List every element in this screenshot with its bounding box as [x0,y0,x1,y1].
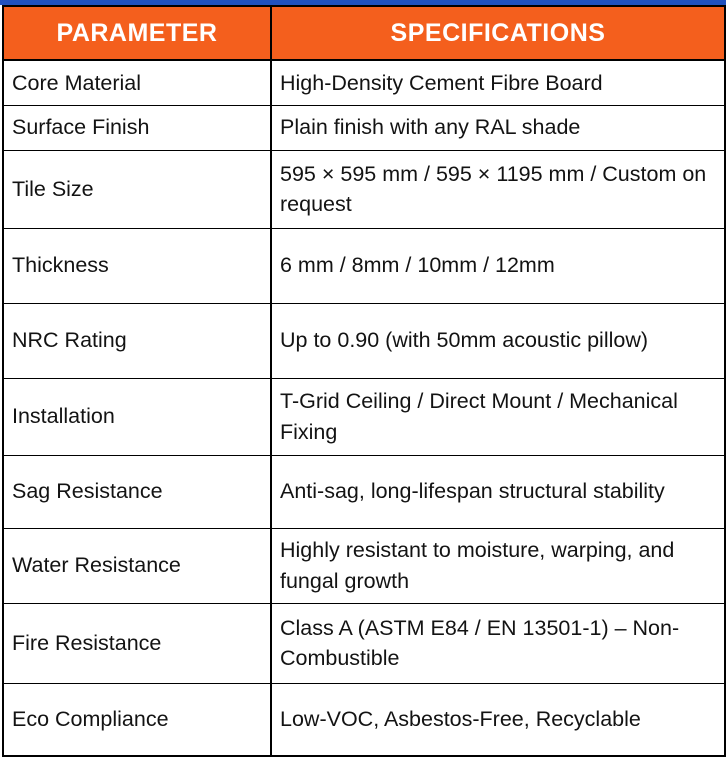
spec-table [2,5,726,757]
parameter-cell: Fire Resistance [3,603,271,683]
header-specifications: SPECIFICATIONS [271,6,725,60]
header-parameter: PARAMETER [3,6,271,60]
specification-cell: Up to 0.90 (with 50mm acoustic pillow) [271,303,725,378]
parameter-cell: NRC Rating [3,303,271,378]
table-row [3,60,725,105]
specification-cell: Class A (ASTM E84 / EN 13501-1) – Non-Combustible [271,603,725,683]
table-row [3,455,725,528]
table-row [3,150,725,228]
specification-cell: Highly resistant to moisture, warping, and fungal growth [271,528,725,603]
parameter-cell: Surface Finish [3,105,271,150]
table-row [3,528,725,603]
parameter-cell: Installation [3,378,271,455]
specification-cell: High-Density Cement Fibre Board [271,60,725,105]
table-row [3,228,725,303]
parameter-cell: Core Material [3,60,271,105]
table-row [3,603,725,683]
specification-cell: 595 × 595 mm / 595 × 1195 mm / Custom on request [271,150,725,228]
parameter-cell: Thickness [3,228,271,303]
header-row [3,6,725,60]
specification-cell: Low-VOC, Asbestos-Free, Recyclable [271,683,725,756]
specification-cell: T-Grid Ceiling / Direct Mount / Mechanical Fixing [271,378,725,455]
table-body [3,60,725,756]
parameter-cell: Tile Size [3,150,271,228]
table-row [3,683,725,756]
table-row [3,303,725,378]
specification-cell: Plain finish with any RAL shade [271,105,725,150]
specification-cell: 6 mm / 8mm / 10mm / 12mm [271,228,725,303]
table-row [3,378,725,455]
parameter-cell: Eco Compliance [3,683,271,756]
parameter-cell: Water Resistance [3,528,271,603]
parameter-cell: Sag Resistance [3,455,271,528]
specification-cell: Anti-sag, long-lifespan structural stability [271,455,725,528]
table-row [3,105,725,150]
